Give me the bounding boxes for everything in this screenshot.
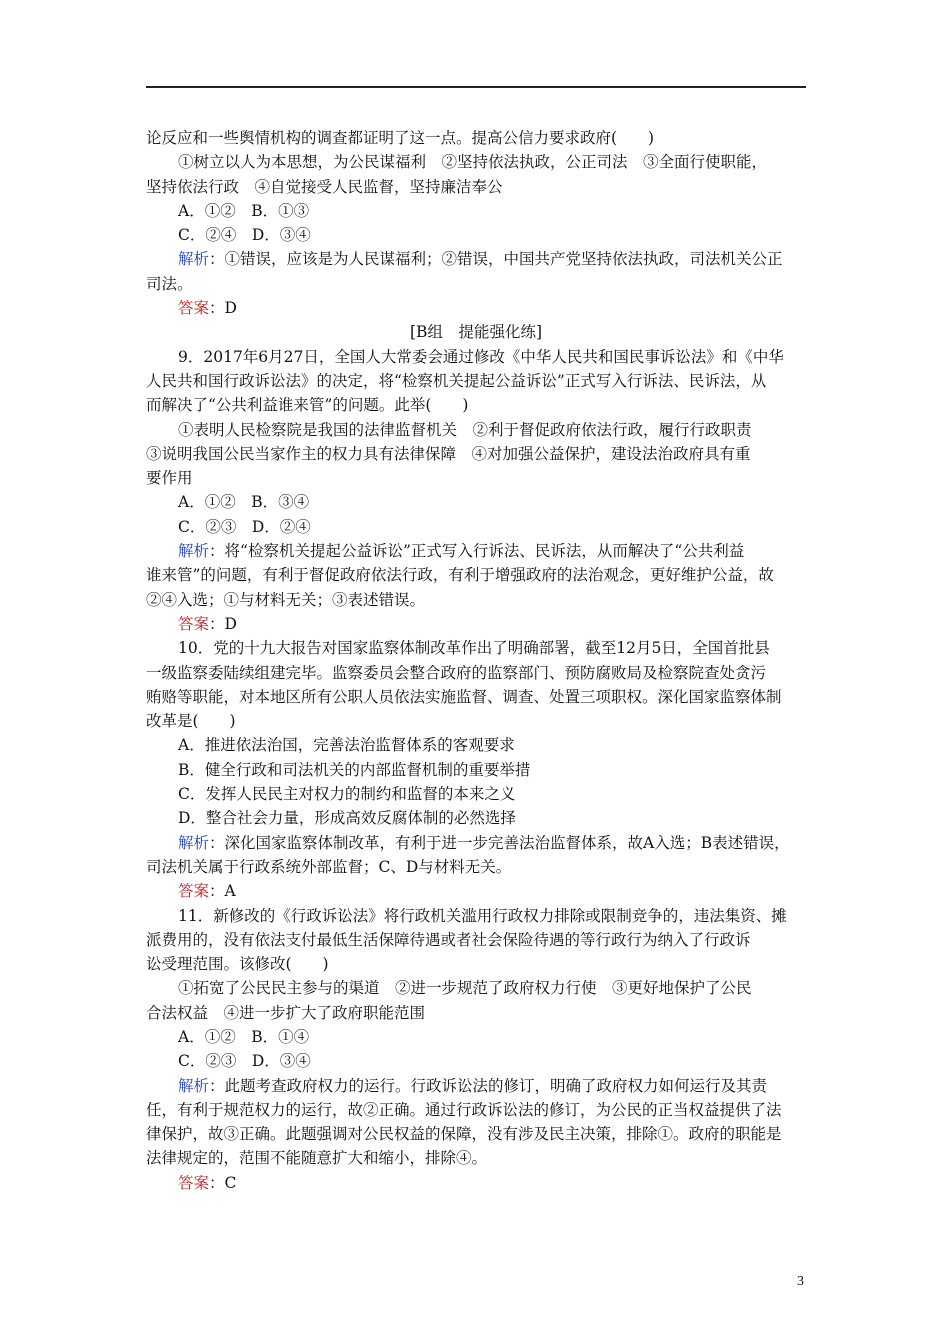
header-rule [146,86,806,88]
q8-analysis-cont: 司法。 [146,274,193,293]
q10-stem-line: 改革是( ) [146,712,236,731]
q9-analysis-cont: ②④入选；①与材料无关；③表述错误。 [146,590,426,609]
q10-analysis-cont: 司法机关属于行政系统外部监督；C、D与材料无关。 [146,857,512,876]
q11-analysis: 解析：此题考查政府权力的运行。行政诉讼法的修订，明确了政府权力如何运行及其责 [178,1076,768,1095]
answer-label: 答案 [178,614,210,633]
q9-options-line: 要作用 [146,469,193,488]
q8-choices: A．①② B．①③ [178,201,310,220]
q9-analysis: 解析：将“检察机关提起公益诉讼”正式写入行诉法、民诉法，从而解决了“公共利益 [178,542,745,561]
answer-label: 答案 [178,299,210,318]
q11-analysis-cont: 律保护，故③正确。此题强调对公民权益的保障，没有涉及民主决策，排除①。政府的职能是 [146,1125,782,1144]
q10-stem-line: 贿赂等职能，对本地区所有公职人员依法实施监督、调查、处置三项职权。深化国家监察体制 [146,687,782,706]
q11-stem-line: 派费用的，没有依法支付最低生活保障待遇或者社会保险待遇的等行政行为纳入了行政诉 [146,930,751,949]
q10-stem-line: 10．党的十九大报告对国家监察体制改革作出了明确部署，截至12月5日，全国首批县 [178,639,770,658]
q10-answer: 答案：A [178,882,236,901]
q11-stem-line: 讼受理范围。该修改( ) [146,955,329,974]
q9-stem-line: 人民共和国行政诉讼法》的决定，将“检察机关提起公益诉讼”正式写入行诉法、民诉法，从 [146,371,767,390]
q11-analysis-cont: 法律规定的，范围不能随意扩大和缩小，排除④。 [146,1149,488,1168]
q11-options-line: ①拓宽了公民民主参与的渠道 ②进一步规范了政府权力行使 ③更好地保护了公民 [178,979,752,998]
q10-option-a: A．推进依法治国，完善法治监督体系的客观要求 [178,736,515,755]
q10-option-d: D．整合社会力量，形成高效反腐体制的必然选择 [178,809,516,828]
q10-option-b: B．健全行政和司法机关的内部监督机制的重要举措 [178,760,531,779]
q9-answer: 答案：D [178,614,237,633]
q10-analysis: 解析：深化国家监察体制改革，有利于进一步完善法治监督体系，故A入选；B表述错误， [178,833,790,852]
q9-stem-line: 9．2017年6月27日，全国人大常委会通过修改《中华人民共和国民事诉讼法》和《中华 [178,347,784,366]
q11-choices: A．①② B．①④ [178,1027,310,1046]
q9-options-line: ①表明人民检察院是我国的法律监督机关 ②利于督促政府依法行政，履行行政职责 [178,420,752,439]
q8-analysis: 解析：①错误，应该是为人民谋福利；②错误，中国共产党坚持依法执政，司法机关公正 [178,250,783,269]
section-title: [B组 提能强化练] [410,323,542,342]
page-number: 3 [797,1274,804,1289]
analysis-label: 解析 [178,1076,210,1095]
q10-option-c: C．发挥人民民主对权力的制约和监督的本来之义 [178,785,516,804]
q11-analysis-cont: 任，有利于规范权力的运行，故②正确。通过行政诉讼法的修订，为公民的正当权益提供了法 [146,1100,782,1119]
q9-analysis-cont: 谁来管”的问题，有利于督促政府依法行政，有利于增强政府的法治观念，更好维护公益，故 [146,566,774,585]
q9-options-line: ③说明我国公民当家作主的权力具有法律保障 ④对加强公益保护，建设法治政府具有重 [146,444,751,463]
analysis-label: 解析 [178,542,210,561]
q11-options-line: 合法权益 ④进一步扩大了政府职能范围 [146,1003,426,1022]
answer-label: 答案 [178,1173,210,1192]
analysis-label: 解析 [178,250,210,269]
q8-choices: C．②④ D．③④ [178,226,311,245]
q9-stem-line: 而解决了“公共利益谁来管”的问题。此举( ) [146,396,469,415]
answer-label: 答案 [178,882,210,901]
q10-stem-line: 一级监察委陆续组建完毕。监察委员会整合政府的监察部门、预防腐败局及检察院查处贪污 [146,663,767,682]
q11-stem-line: 11．新修改的《行政诉讼法》将行政机关滥用行政权力排除或限制竞争的，违法集资、摊 [178,906,787,925]
document-body [146,126,806,1195]
q8-answer: 答案：D [178,299,237,318]
q8-stem-line: 论反应和一些舆情机构的调查都证明了这一点。提高公信力要求政府( ) [146,129,655,147]
analysis-label: 解析 [178,833,210,852]
q8-options-line: ①树立以人为本思想，为公民谋福利 ②坚持依法执政，公正司法 ③全面行使职能， [178,153,768,172]
q11-choices: C．②③ D．③④ [178,1052,311,1071]
q9-choices: A．①② B．③④ [178,493,310,512]
q11-answer: 答案：C [178,1173,237,1192]
q9-choices: C．②③ D．②④ [178,517,311,536]
q8-options-line: 坚持依法行政 ④自觉接受人民监督，坚持廉洁奉公 [146,177,503,196]
